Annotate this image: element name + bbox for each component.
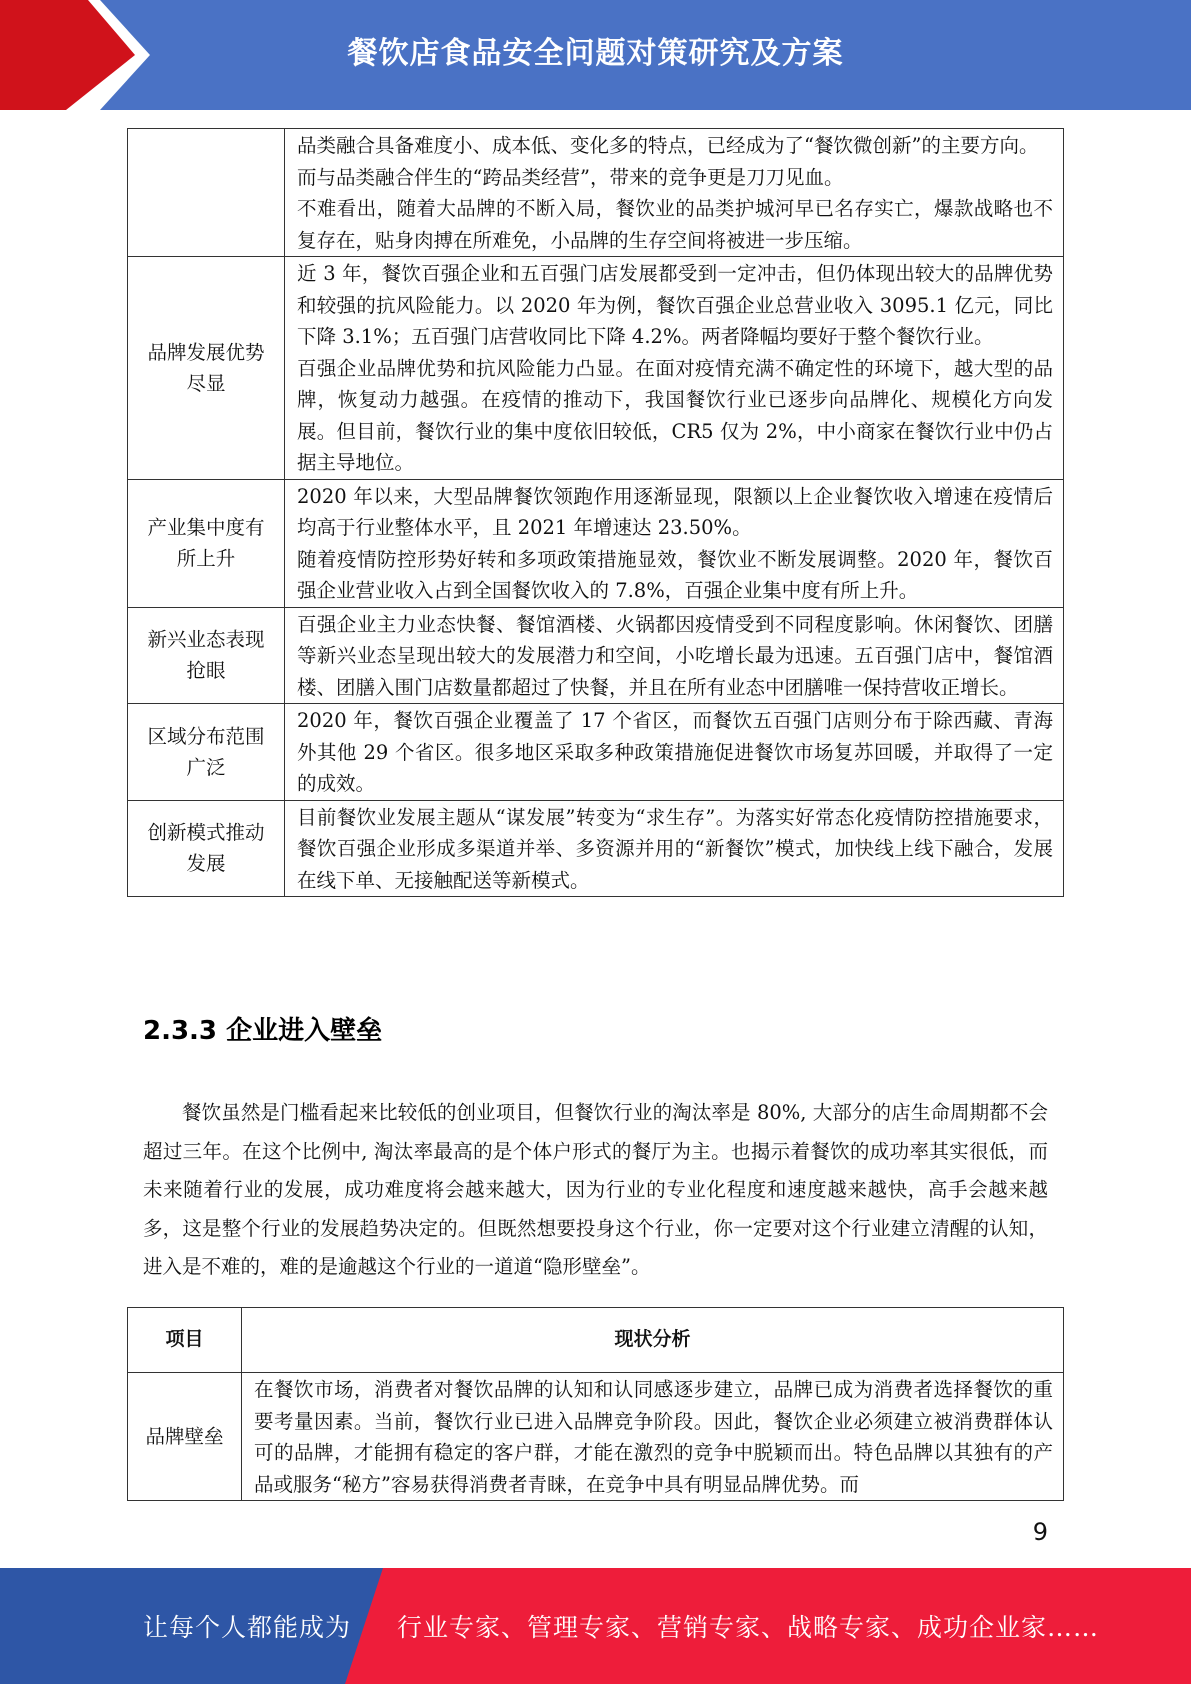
table-row [128, 257, 1064, 480]
row-paragraph: 不难看出，随着大品牌的不断入局，餐饮业的品类护城河早已名存实亡，爆款战略也不复存在，贴身肉搏在所难免，小品牌的生存空间将被进一步压缩。 [297, 197, 1053, 252]
page-header [0, 0, 1191, 110]
row-paragraph: 随着疫情防控形势好转和多项政策措施显效，餐饮业不断发展调整。2020 年，餐饮百强企业营业收入占到全国餐饮收入的 7.8%，百强企业集中度有所上升。 [297, 547, 1053, 602]
row-label: 新兴业态表现抢眼 [128, 607, 285, 704]
industry-trend-table [127, 128, 1064, 897]
section-heading: 2.3.3 企业进入壁垒 [143, 1016, 383, 1046]
row-paragraph: 2020 年，餐饮百强企业覆盖了 17 个省区，而餐饮五百强门店则分布于除西藏、青海外其他 29 个省区。很多地区采取多种政策措施促进餐饮市场复苏回暖，并取得了一定的成效。 [297, 709, 1053, 795]
row-paragraph: 而与品类融合伴生的“跨品类经营”，带来的竞争更是刀刀见血。 [297, 165, 844, 189]
row-content [285, 479, 1064, 607]
row-content [285, 129, 1064, 257]
row-label [128, 129, 285, 257]
table-row [128, 479, 1064, 607]
table-header-row [128, 1308, 1064, 1373]
page-number: 9 [1032, 1518, 1048, 1546]
table-row [128, 129, 1064, 257]
row-paragraph: 在餐饮市场，消费者对餐饮品牌的认知和认同感逐步建立，品牌已成为消费者选择餐饮的重要考量因素。当前，餐饮行业已进入品牌竞争阶段。因此，餐饮企业必须建立被消费群体认可的品牌，才能拥有稳定的客户群，才能在激烈的竞争中脱颖而出。特色品牌以其独有的产品或服务“秘方”容易获得消费者青睐，在竞争中具有明显品牌优势。而 [254, 1378, 1053, 1496]
row-paragraph: 2020 年以来，大型品牌餐饮领跑作用逐渐显现，限额以上企业餐饮收入增速在疫情后均高于行业整体水平，且 2021 年增速达 23.50%。 [297, 484, 1053, 539]
footer-slogan-right: 行业专家、管理专家、营销专家、战略专家、成功企业家…… [397, 1613, 1100, 1642]
table-row [128, 607, 1064, 704]
column-header-item: 项目 [128, 1308, 242, 1373]
entry-barrier-table [127, 1307, 1064, 1501]
row-content [242, 1373, 1064, 1501]
row-label: 区域分布范围广泛 [128, 704, 285, 801]
body-paragraph: 餐饮虽然是门槛看起来比较低的创业项目，但餐饮行业的淘汰率是 80%, 大部分的店生命周期都不会超过三年。在这个比例中, 淘汰率最高的是个体户形式的餐厅为主。也揭示着餐饮的成功率其实很低，而未来随着行业的发展，成功难度将会越来越大，因为行业的专业化程度和速度越来越快，高手会越来越多，这是整个行业的发展趋势决定的。但既然想要投身这个行业，你一定要对这个行业建立清醒的认知，进入是不难的，难的是逾越这个行业的一道道“隐形壁垒”。 [143, 1101, 1048, 1278]
row-label: 产业集中度有所上升 [128, 479, 285, 607]
row-content [285, 607, 1064, 704]
row-paragraph: 近 3 年，餐饮百强企业和五百强门店发展都受到一定冲击，但仍体现出较大的品牌优势和较强的抗风险能力。以 2020 年为例，餐饮百强企业总营业收入 3095.1 亿元，同比下降 3.1%；五百强门店营收同比下降 4.2%。两者降幅均要好于整个餐饮行业。 [297, 262, 1053, 348]
row-paragraph: 百强企业品牌优势和抗风险能力凸显。在面对疫情充满不确定性的环境下，越大型的品牌，恢复动力越强。在疫情的推动下，我国餐饮行业已逐步向品牌化、规模化方向发展。但目前，餐饮行业的集中度依旧较低，CR5 仅为 2%，中小商家在餐饮行业中仍占据主导地位。 [297, 356, 1053, 474]
table-row [128, 704, 1064, 801]
table-row [128, 1373, 1064, 1501]
row-content [285, 800, 1064, 897]
column-header-analysis: 现状分析 [242, 1308, 1064, 1373]
row-paragraph: 品类融合具备难度小、成本低、变化多的特点，已经成为了“餐饮微创新”的主要方向。 [297, 134, 1039, 157]
row-label: 品牌壁垒 [128, 1373, 242, 1501]
row-paragraph: 目前餐饮业发展主题从“谋发展”转变为“求生存”。为落实好常态化疫情防控措施要求，餐饮百强企业形成多渠道并举、多资源并用的“新餐饮”模式，加快线上线下融合，发展在线下单、无接触配送等新模式。 [297, 805, 1053, 892]
row-paragraph: 百强企业主力业态快餐、餐馆酒楼、火锅都因疫情受到不同程度影响。休闲餐饮、团膳等新兴业态呈现出较大的发展潜力和空间，小吃增长最为迅速。五百强门店中，餐馆酒楼、团膳入围门店数量都超过了快餐，并且在所有业态中团膳唯一保持营收正增长。 [297, 612, 1053, 699]
row-label: 创新模式推动发展 [128, 800, 285, 897]
row-label: 品牌发展优势尽显 [128, 257, 285, 480]
header-title: 餐饮店食品安全问题对策研究及方案 [347, 36, 844, 71]
footer-slogan-left: 让每个人都能成为 [143, 1613, 352, 1642]
table-row [128, 800, 1064, 897]
row-content [285, 704, 1064, 801]
row-content [285, 257, 1064, 480]
page-footer [0, 1568, 1191, 1684]
